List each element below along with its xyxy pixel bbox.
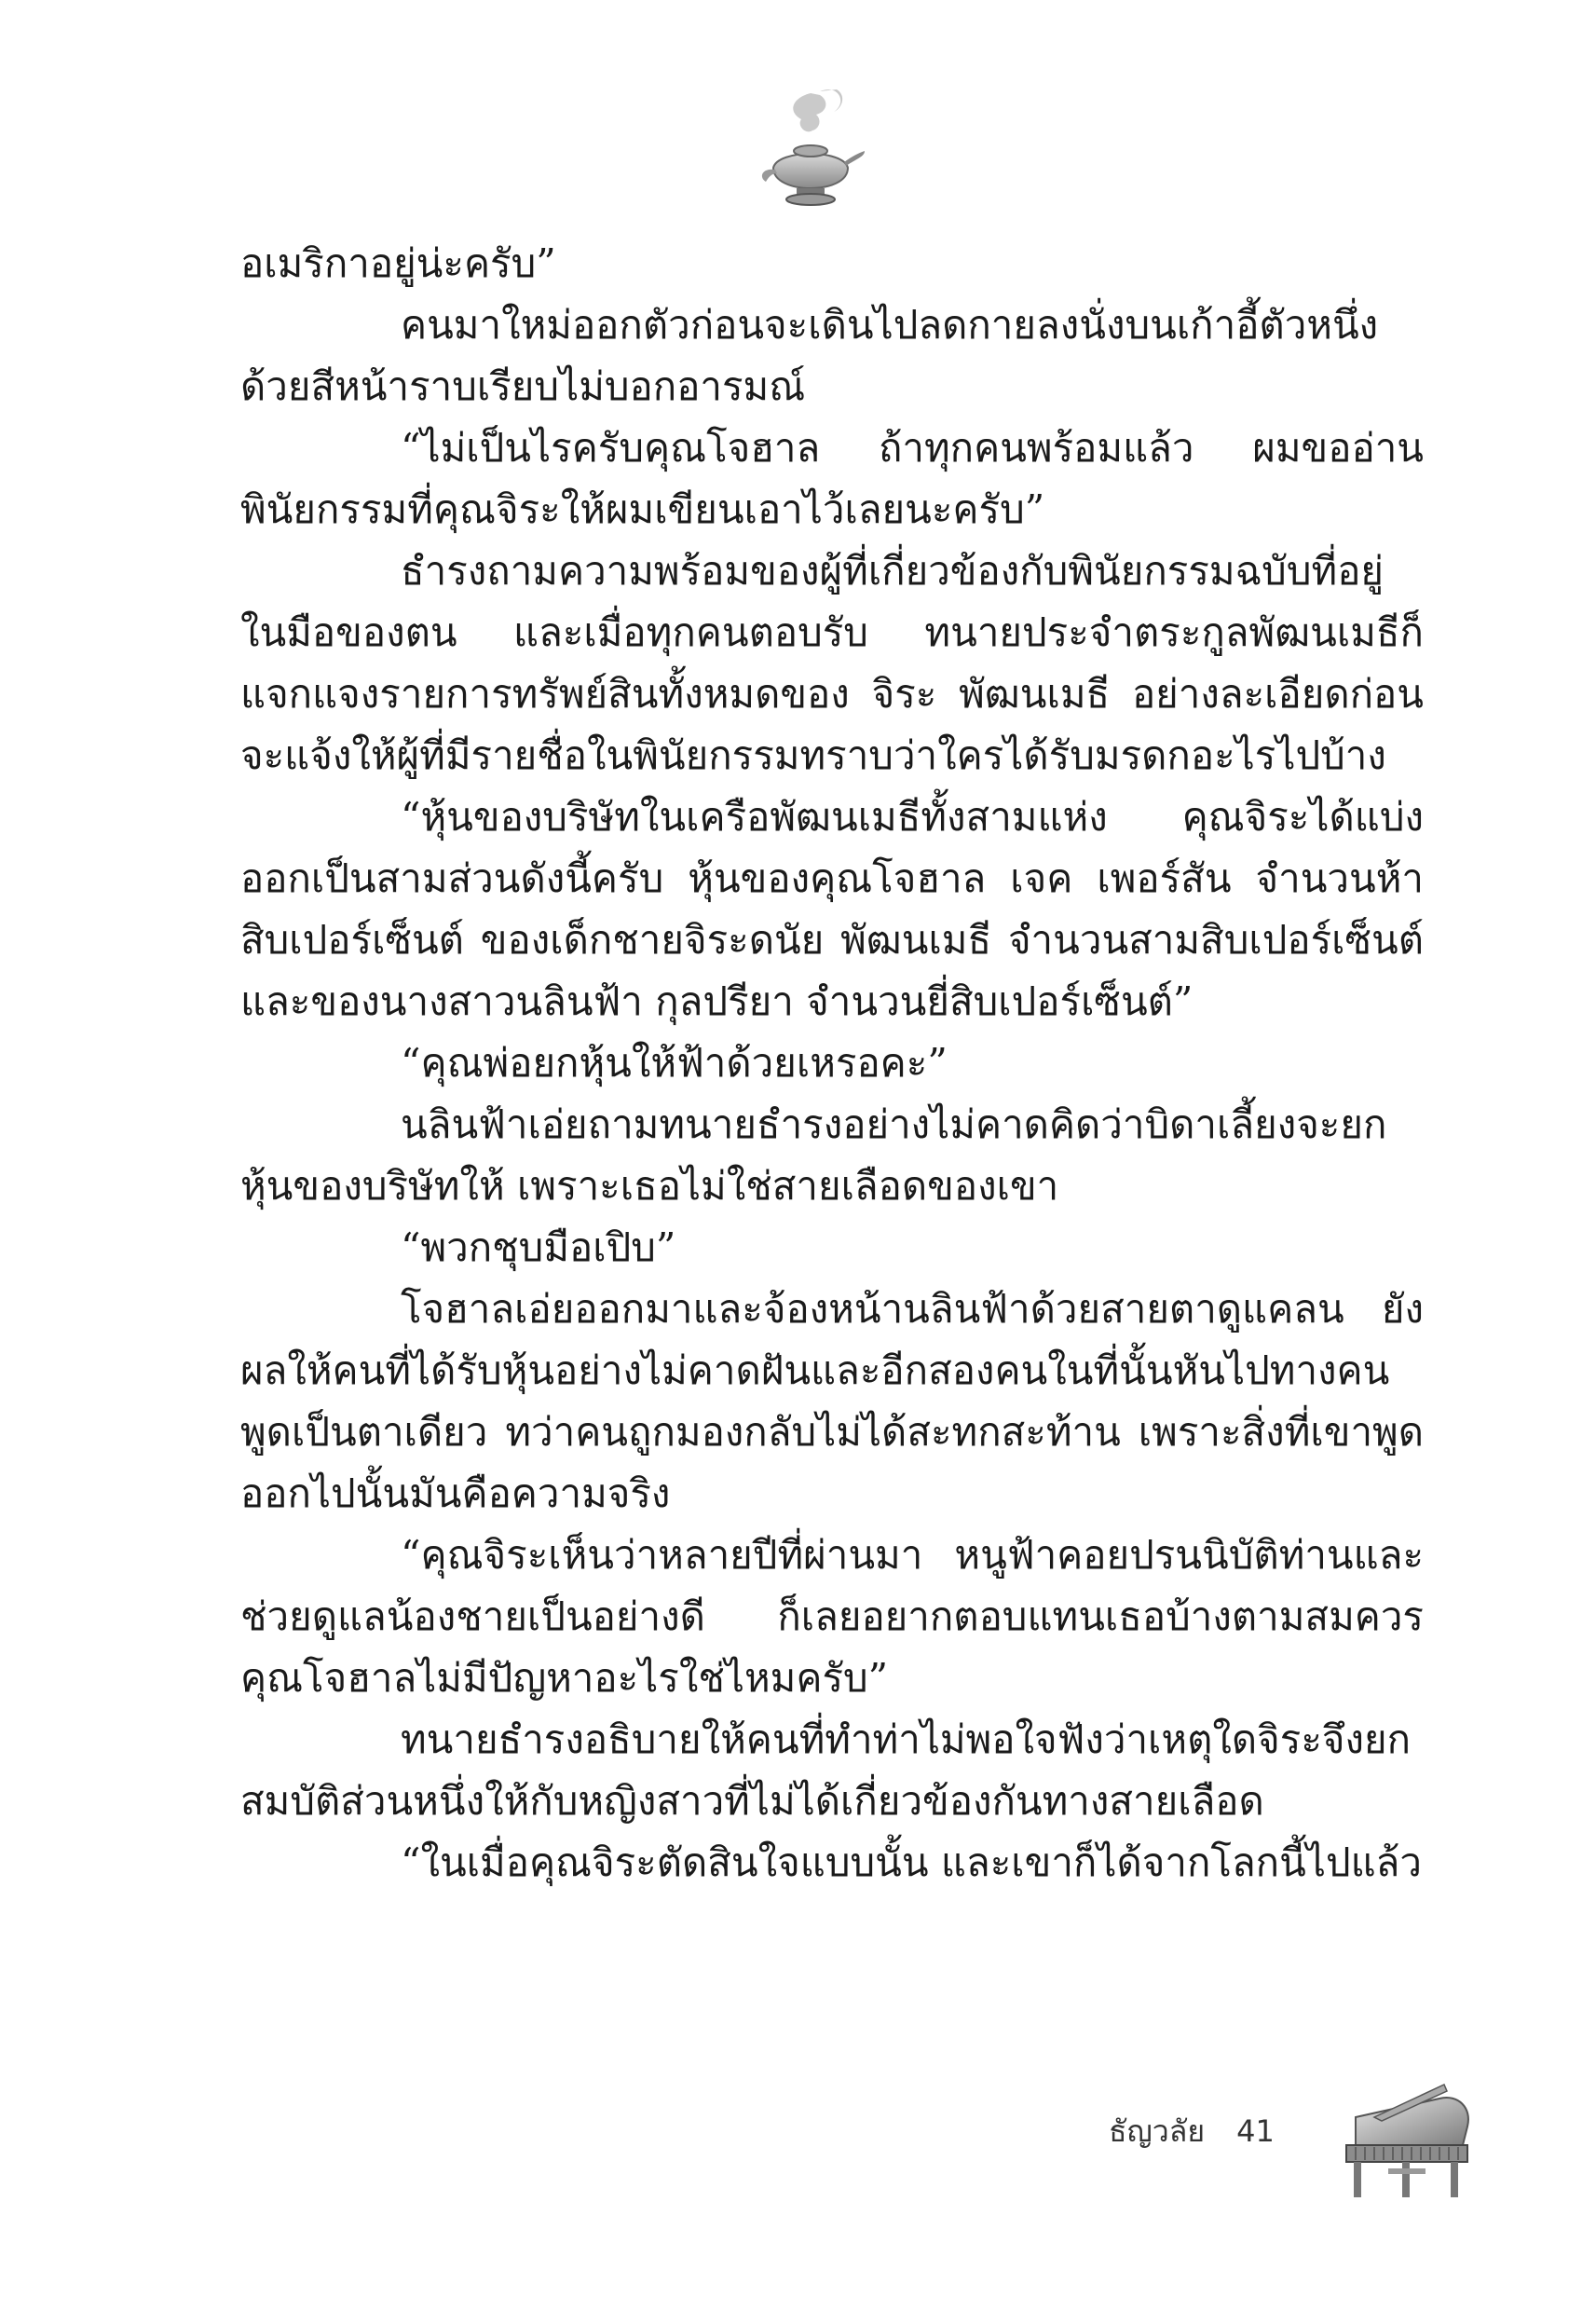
paragraph: “คุณพ่อยกหุ้นให้ฟ้าด้วยเหรอคะ” [401, 1040, 948, 1086]
paragraph: “คุณจิระเห็นว่าหลายปีที่ผ่านมา หนูฟ้าคอยปรนนิบัติท่านและช่วยดูแลน้องชายเป็นอย่างดี ก็เลยอยากตอบแทนเธอบ้างตามสมควร คุณโจฮาลไม่มีปัญหาอะไรใช่ไหมครับ” [240, 1532, 1424, 1701]
paragraph: ทนายธำรงอธิบายให้คนที่ทำท่าไม่พอใจฟังว่าเหตุใดจิระจึงยกสมบัติส่วนหนึ่งให้กับหญิงสาวที่ไม่ได้เกี่ยวข้องกันทางสายเลือด [240, 1716, 1412, 1824]
paragraph: โจฮาลเอ่ยออกมาและจ้องหน้านลินฟ้าด้วยสายตาดูแคลน ยังผลให้คนที่ได้รับหุ้นอย่างไม่คาดฝันและอีกสองคนในที่นั้นหันไปทางคนพูดเป็นตาเดียว ทว่าคนถูกมองกลับไม่ได้สะทกสะท้าน เพราะสิ่งที่เขาพูดออกไปนั้นมันคือความจริง [240, 1286, 1424, 1516]
paragraph: คนมาใหม่ออกตัวก่อนจะเดินไปลดกายลงนั่งบนเก้าอี้ตัวหนึ่งด้วยสีหน้าราบเรียบไม่บอกอารมณ์ [240, 302, 1379, 409]
paragraph: “ไม่เป็นไรครับคุณโจฮาล ถ้าทุกคนพร้อมแล้ว ผมขออ่านพินัยกรรมที่คุณจิระให้ผมเขียนเอาไว้เลยนะครับ” [240, 425, 1424, 532]
paragraph: “พวกชุบมือเปิบ” [401, 1224, 676, 1270]
paragraph: “ในเมื่อคุณจิระตัดสินใจแบบนั้น และเขาก็ได้จากโลกนี้ไปแล้ว [401, 1839, 1422, 1885]
author-name: ธัญวลัย [1109, 2113, 1206, 2149]
page-number: 41 [1236, 2113, 1275, 2149]
paragraph: ธำรงถามความพร้อมของผู้ที่เกี่ยวข้องกับพินัยกรรมฉบับที่อยู่ในมือของตน และเมื่อทุกคนตอบรับ ทนายประจำตระกูลพัฒนเมธีก็แจกแจงรายการทรัพย์สินทั้งหมดของ จิระ พัฒนเมธี อย่างละเอียดก่อนจะแจ้งให้ผู้ที่มีรายชื่อในพินัยกรรมทราบว่าใครได้รับมรดกอะไรไปบ้าง [240, 548, 1424, 778]
grand-piano-icon [1337, 2080, 1477, 2201]
page-footer [1109, 2108, 1275, 2155]
chapter-body-text [240, 233, 1424, 1894]
paragraph: นลินฟ้าเอ่ยถามทนายธำรงอย่างไม่คาดคิดว่าบิดาเลี้ยงจะยกหุ้นของบริษัทให้ เพราะเธอไม่ใช่สายเลือดของเขา [240, 1101, 1387, 1209]
genie-lamp-icon [755, 84, 866, 210]
paragraph: อเมริกาอยู่น่ะครับ” [240, 240, 556, 286]
paragraph: “หุ้นของบริษัทในเครือพัฒนเมธีทั้งสามแห่ง คุณจิระได้แบ่งออกเป็นสามส่วนดังนี้ครับ หุ้นของคุณโจฮาล เจค เพอร์สัน จำนวนห้าสิบเปอร์เซ็นต์ ของเด็กชายจิระดนัย พัฒนเมธี จำนวนสามสิบเปอร์เซ็นต์ และของนางสาวนลินฟ้า กุลปรียา จำนวนยี่สิบเปอร์เซ็นต์” [240, 794, 1424, 1024]
